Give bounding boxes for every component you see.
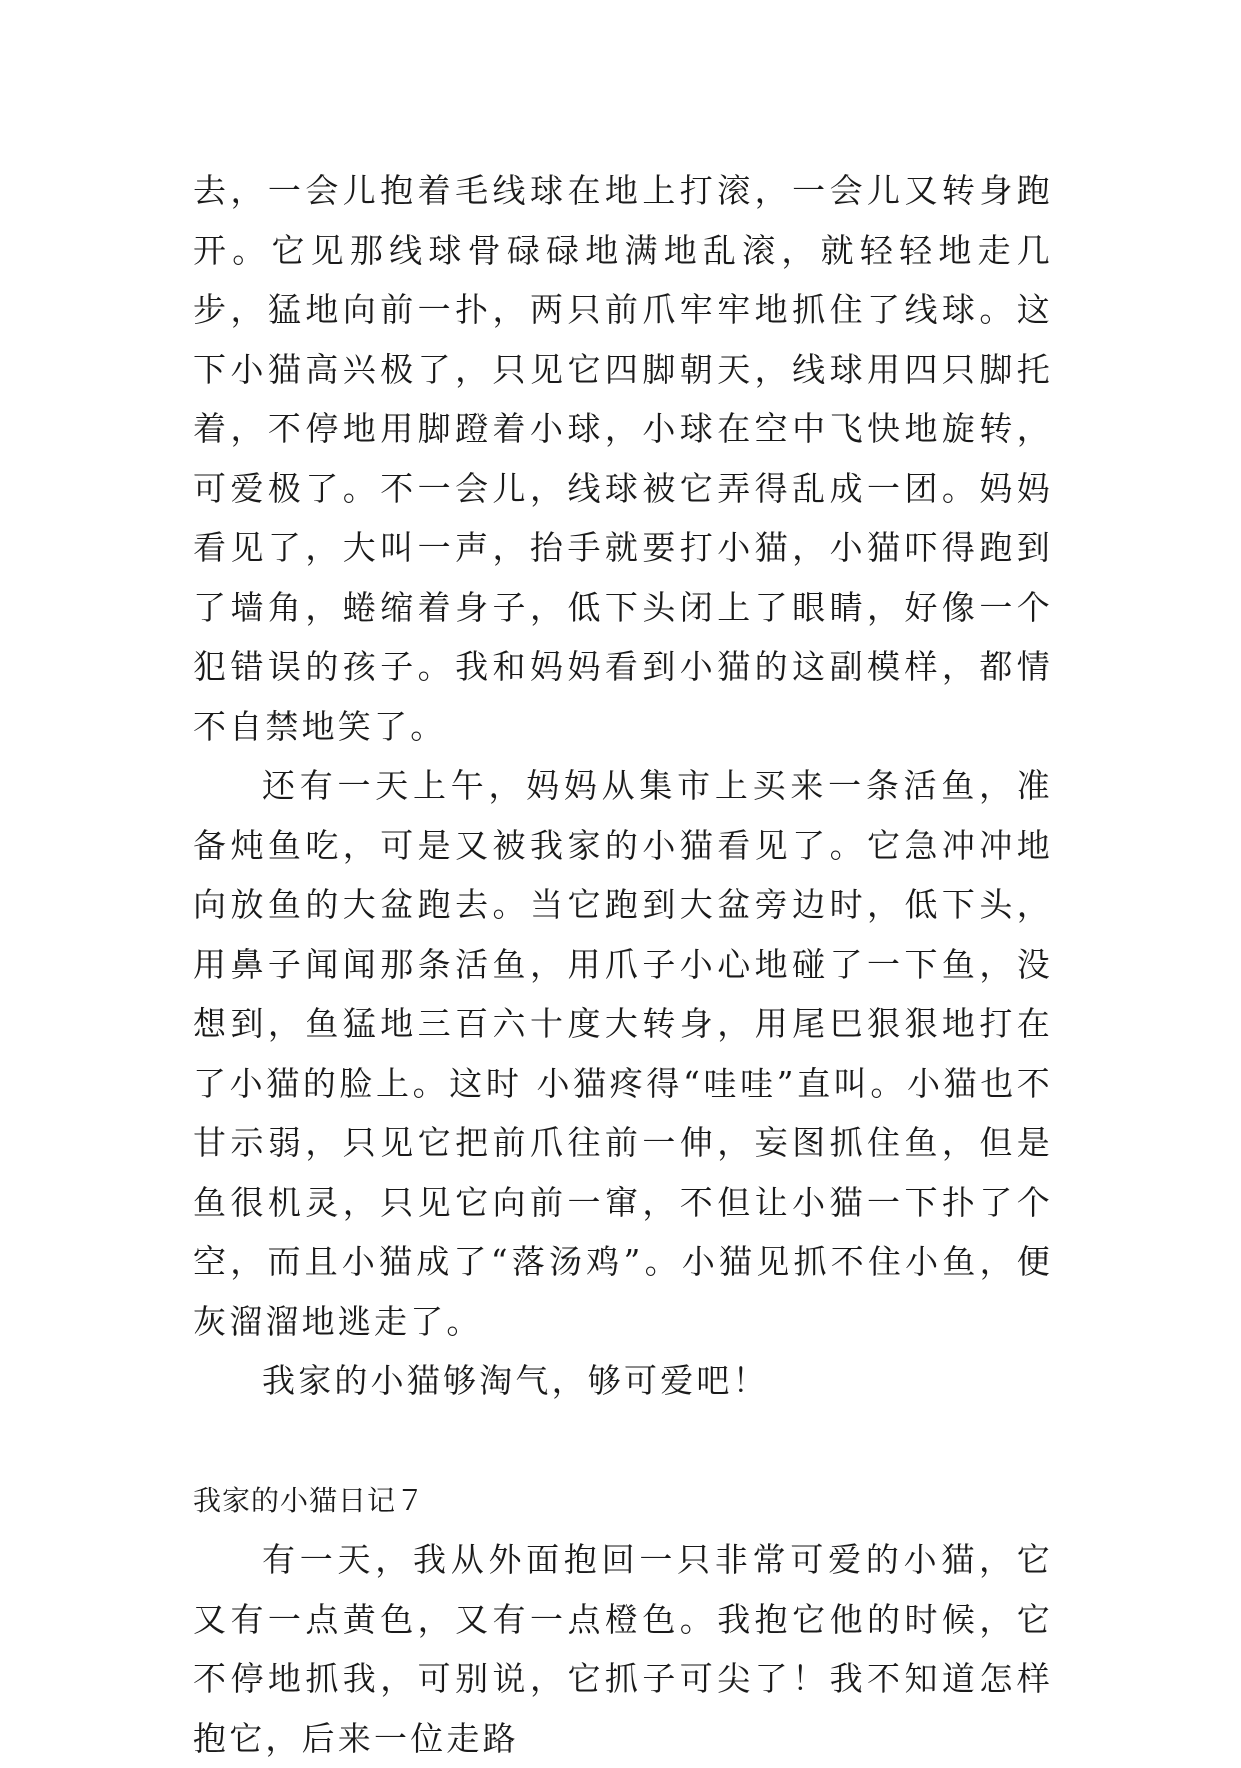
document-body xyxy=(193,161,1053,1768)
paragraph-diary-7-intro: 有一天，我从外面抱回一只非常可爱的小猫，它又有一点黄色，又有一点橙色。我抱它他的时候，它不停地抓我，可别说，它抓子可尖了！我不知道怎样抱它，后来一位走路 xyxy=(193,1540,1053,1758)
section-title: 我家的小猫日记７ xyxy=(193,1483,426,1517)
paragraph-fish-story: 还有一天上午，妈妈从集市上买来一条活鱼，准备炖鱼吃，可是又被我家的小猫看见了。它急冲冲地向放鱼的大盆跑去。当它跑到大盆旁边时，低下头，用鼻子闻闻那条活鱼，用爪子小心地碰了一下鱼，没想到，鱼猛地三百六十度大转身，用尾巴狠狠地打在了小猫的脸上。这时 小猫疼得“哇哇”直叫。小猫也不甘示弱，只见它把前爪往前一伸，妄图抓住鱼，但是鱼很机灵，只见它向前一窜，不但让小猫一下扑了个空，而且小猫成了“落汤鸡”。小猫见抓不住小鱼，便灰溜溜地逃走了。 xyxy=(193,766,1053,1341)
paragraph-continuation: 去，一会儿抱着毛线球在地上打滚，一会儿又转身跑开。它见那线球骨碌碌地满地乱滚，就轻轻地走几步，猛地向前一扑，两只前爪牢牢地抓住了线球。这下小猫高兴极了，只见它四脚朝天，线球用四只脚托着，不停地用脚蹬着小球，小球在空中飞快地旋转，可爱极了。不一会儿，线球被它弄得乱成一团。妈妈看见了，大叫一声，抬手就要打小猫，小猫吓得跑到了墙角，蜷缩着身子，低下头闭上了眼睛，好像一个犯错误的孩子。我和妈妈看到小猫的这副模样，都情不自禁地笑了。 xyxy=(193,171,1053,746)
paragraph-conclusion: 我家的小猫够淘气，够可爱吧！ xyxy=(262,1361,769,1400)
